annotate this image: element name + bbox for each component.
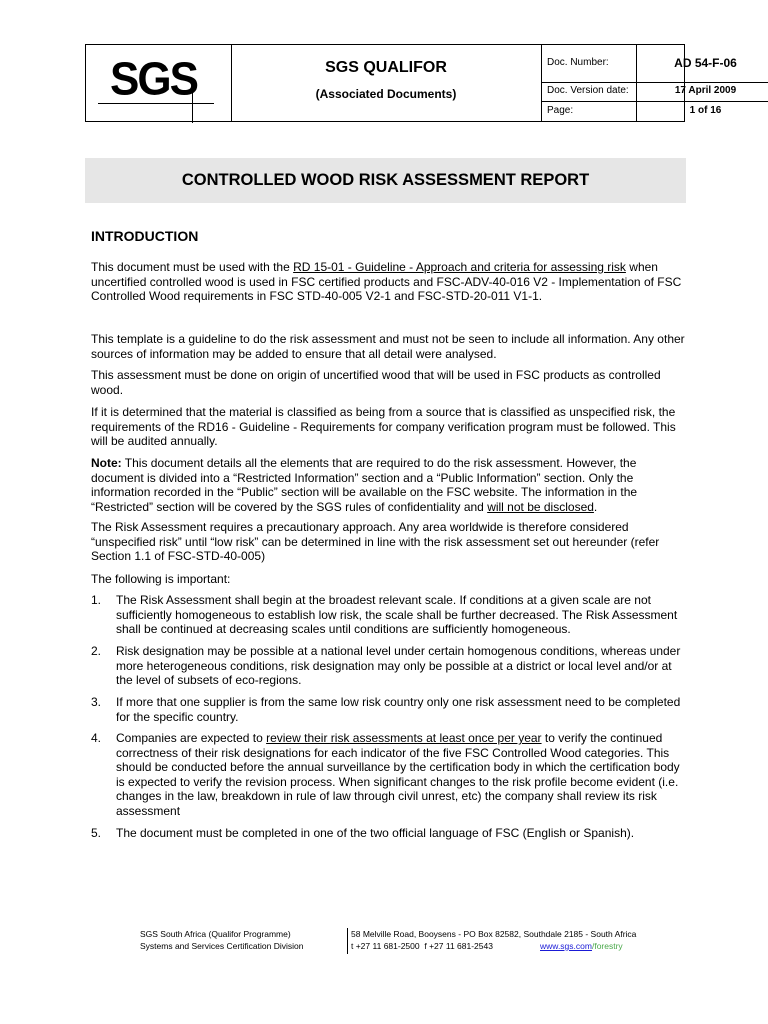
doc-number-row	[541, 45, 768, 83]
logo-text: SGS	[110, 53, 197, 106]
doc-number-value: AD 54-F-06	[674, 56, 737, 70]
paragraph-7: The following is important:	[91, 572, 231, 586]
version-value: 17 April 2009	[674, 85, 737, 96]
page-value: 1 of 16	[689, 105, 722, 116]
note-paragraph: Note: This document details all the elements that are required to do the risk assessment. However, the document is divided into a “Restricted Information” section and a “Public Information” section. Only the information recorded in the “Public” section will be available on the FSC website. The information in the “Restricted” section will be covered by the SGS rules of confidentiality and will not be disclosed.	[91, 456, 638, 514]
report-title-band	[85, 158, 686, 203]
paragraph-3: This assessment must be done on origin of uncertified wood that will be used in FSC products as controlled wood.	[91, 368, 661, 397]
note-label: Note:	[91, 456, 122, 470]
header-subtitle: (Associated Documents)	[315, 87, 457, 101]
page-footer	[140, 928, 660, 958]
logo-tick	[192, 83, 193, 123]
header-title-cell	[231, 45, 542, 121]
report-title: CONTROLLED WOOD RISK ASSESSMENT REPORT	[181, 171, 590, 189]
page-row	[541, 101, 768, 121]
footer-address: 58 Melville Road, Booysens - PO Box 82582, Southdale 2185 - South Africa t +27 11 681-2500 f +27 11 681-2543	[351, 929, 637, 951]
footer-website-link[interactable]: www.sgs.com/forestry	[540, 941, 623, 951]
sgs-logo	[108, 53, 204, 109]
header-title: SGS QUALIFOR	[325, 59, 447, 76]
paragraph-2: This template is a guideline to do the risk assessment and must not be seen to include all information. Any other sources of information may be added to ensure that all detail were analysed.	[91, 332, 685, 361]
document-header	[85, 44, 737, 122]
paragraph-1: This document must be used with the RD 15-01 - Guideline - Approach and criteria for assessing risk when uncertified controlled wood is used in FSC certified products and FSC-ADV-40-016 V2 - Implementation of FSC Controlled Wood requirements in FSC STD-40-005 V2-1 and FSC-STD-20-011 V1-1.	[91, 260, 682, 303]
paragraph-4: If it is determined that the material is classified as being from a source that is classified as unspecified risk, the requirements of the RD16 - Guideline - Requirements for company verification program must be followed. This will be audited annually.	[91, 405, 676, 448]
logo-cell	[86, 45, 232, 121]
footer-company: SGS South Africa (Qualifor Programme) Systems and Services Certification Division	[140, 929, 304, 951]
doc-number-label: Doc. Number:	[547, 57, 609, 68]
version-row	[541, 82, 768, 102]
paragraph-6: The Risk Assessment requires a precautionary approach. Any area worldwide is therefore considered “unspecified risk” until “low risk” can be determined in line with the risk assessment set out hereunder (refer Section 1.1 of FSC-STD-40-005)	[91, 520, 660, 563]
header-meta	[541, 45, 737, 121]
logo-underline	[98, 103, 214, 104]
intro-heading: INTRODUCTION	[91, 228, 199, 244]
rd15-link[interactable]: RD 15-01 - Guideline - Approach and criteria for assessing risk	[293, 260, 626, 274]
version-label: Doc. Version date:	[547, 85, 629, 96]
page-label: Page:	[547, 105, 574, 116]
